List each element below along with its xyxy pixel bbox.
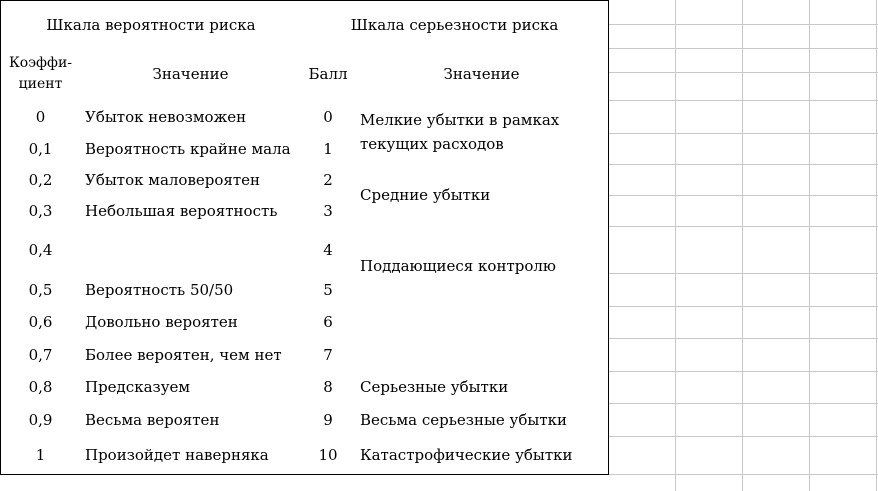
probability-meaning-text: Небольшая вероятность [85,201,278,220]
coef-value: 0,7 [28,345,53,364]
score-value: 8 [323,378,333,396]
severity-text-line1: Катастрофические убытки [360,446,573,464]
score-cell [301,338,356,372]
severity-text-line2: текущих расходов [360,135,504,153]
coef-value: 0,2 [28,170,53,189]
score-value: 6 [323,313,333,331]
probability-meaning-text: Довольно вероятен [85,313,238,331]
probability-meaning-cell [80,338,302,372]
severity-group-cell [355,100,609,165]
score-header-label: Балл [308,65,348,83]
probability-meaning-cell [80,226,302,274]
coef-value: 0,8 [28,378,53,396]
coef-value: 0,4 [28,240,53,259]
probability-meaning-cell [80,436,302,475]
probability-meaning-cell [80,133,302,165]
severity-scale-header [301,0,609,49]
coef-cell [0,273,81,307]
coef-cell [0,371,81,404]
coef-cell [0,436,81,475]
severity-group-cell [355,436,609,475]
coef-value: 0,5 [28,280,53,299]
severity-text-line1: Мелкие убытки в рамках [360,111,560,129]
coef-cell [0,403,81,437]
score-cell [301,133,356,165]
score-cell [301,273,356,307]
severity-text-line1: Серьезные убытки [360,378,509,396]
coef-value: 0,3 [28,201,53,220]
probability-meaning-text: Более вероятен, чем нет [85,345,282,364]
probability-meaning-cell [80,195,302,227]
severity-group-cell [355,164,609,227]
severity-group-cell [355,371,609,404]
coef-cell [0,133,81,165]
score-value: 0 [323,107,333,126]
coef-header-line2: циент [18,76,63,92]
score-value: 4 [323,240,333,259]
coef-cell [0,164,81,196]
coef-cell [0,195,81,227]
probability-meaning-text: Предсказуем [85,378,191,396]
score-value: 10 [318,446,338,464]
score-value: 2 [323,170,333,189]
score-cell [301,100,356,134]
severity-group-cell [355,226,609,307]
coef-value: 0,1 [28,139,53,158]
probability-meaning-cell [80,371,302,404]
probability-meaning-cell [80,100,302,134]
score-value: 3 [323,201,333,220]
coef-cell [0,100,81,134]
severity-meaning-label: Значение [443,65,520,83]
severity-scale-title: Шкала серьезности риска [350,15,559,34]
score-cell [301,306,356,339]
severity-group-cell [355,403,609,437]
coef-cell [0,226,81,274]
probability-meaning-text: Убыток маловероятен [85,170,261,189]
probability-meaning-cell [80,403,302,437]
probability-scale-header [0,0,302,49]
score-cell [301,436,356,475]
coef-cell [0,306,81,339]
coef-header-line1: Коэффи- [8,55,73,71]
score-cell [301,371,356,404]
severity-text-line1: Весьма серьезные убытки [360,410,567,429]
severity-group-cell [355,306,609,372]
score-value: 7 [323,345,333,364]
coef-value: 0,9 [28,410,53,429]
score-value: 5 [323,280,333,299]
score-cell [301,195,356,227]
score-cell [301,403,356,437]
severity-meaning-header [355,48,609,101]
coef-cell [0,338,81,372]
score-column-header [301,48,356,101]
probability-meaning-header [80,48,302,101]
score-cell [301,164,356,196]
probability-meaning-cell [80,273,302,307]
severity-text-line1: Средние убытки [360,186,491,204]
probability-meaning-text: Вероятность крайне мала [85,139,291,158]
probability-meaning-cell [80,306,302,339]
coef-value: 1 [35,446,46,464]
probability-meaning-text: Вероятность 50/50 [85,280,234,299]
probability-scale-title: Шкала вероятности риска [46,15,256,34]
coef-value: 0,6 [28,313,53,331]
coef-value: 0 [35,107,46,126]
severity-text-line1: Поддающиеся контролю [360,257,556,275]
probability-meaning-label: Значение [152,65,229,83]
probability-meaning-text: Весьма вероятен [85,410,220,429]
probability-meaning-text: Убыток невозможен [85,107,247,126]
probability-meaning-text: Произойдет наверняка [85,446,269,464]
probability-meaning-cell [80,164,302,196]
score-cell [301,226,356,274]
score-value: 9 [323,410,333,429]
coef-column-header [0,48,81,101]
score-value: 1 [323,139,333,158]
